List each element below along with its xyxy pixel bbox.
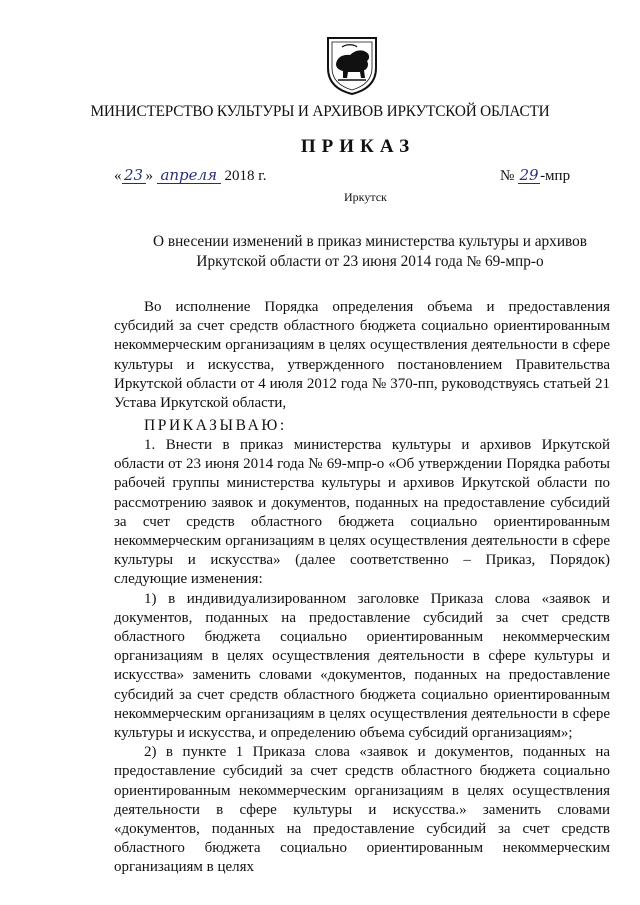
order-subject: О внесении изменений в приказ министерства культуры и архивов Иркутской области от 23 июня 2014 года № 69-мпр-о	[153, 233, 587, 270]
preamble-paragraph: Во исполнение Порядка определения объема и предоставления субсидий за счет средств областного бюджета социально ориентированным некоммерческим организациям в целях осуществления деятельности в сфере культуры и искусства, утвержденного постановлением Правительства Иркутской области от 4 июля 2012 года № 370-пп, руководствуясь статьей 21 Устава Иркутской области,	[114, 299, 610, 412]
order-number	[500, 168, 570, 185]
city: Иркутск	[344, 190, 387, 204]
number-suffix: -мпр	[540, 168, 571, 184]
coat-of-arms-icon	[324, 34, 380, 96]
number-sign: №	[500, 168, 515, 184]
order-directive: ПРИКАЗЫВАЮ:	[144, 417, 287, 434]
date-close-quote: »	[145, 168, 153, 184]
item-paragraph-3: 2) в пункте 1 Приказа слова «заявок и документов, поданных на предоставление субсидий за счет средств областного бюджета социально ориентированным некоммерческим организациям в целях осуществления деятельности в сфере культуры и искусства.» заменить словами «документов, поданных на предоставление субсидий за счет средств областного бюджета социально ориентированным некоммерческим организациям в целях	[114, 744, 610, 876]
order-date	[114, 168, 266, 185]
item-paragraph-1: 1. Внести в приказ министерства культуры и архивов Иркутской области от 23 июня 2014 года № 69-мпр-о «Об утверждении Порядка работы рабочей группы министерства культуры и архивов Иркутской области по рассмотрению заявок и документов, поданных на предоставление субсидий за счет средств областного бюджета социально ориентированным некоммерческим организациям в целях осуществления деятельности в сфере культуры и искусства» (далее соответственно – Приказ, Порядок) следующие изменения:	[114, 437, 610, 588]
date-month: апреля	[157, 168, 221, 184]
date-year: 2018 г.	[224, 168, 267, 184]
order-items	[114, 436, 610, 878]
number-value: 29	[519, 166, 539, 184]
document-title: ПРИКАЗ	[300, 136, 416, 157]
ministry-name: МИНИСТЕРСТВО КУЛЬТУРЫ И АРХИВОВ ИРКУТСКОЙ ОБЛАСТИ	[90, 103, 550, 120]
item-paragraph-2: 1) в индивидуализированном заголовке Приказа слова «заявок и документов, поданных на предоставление субсидий за счет средств областного бюджета социально ориентированным некоммерческим организациям в целях осуществления деятельности в сфере культуры и искусства» заменить словами «документов, поданных на предоставление субсидий за счет средств областного бюджета социально ориентированным некоммерческим организациям в целях осуществления деятельности в сфере культуры и искусства, и определению объема субсидий организациям»;	[114, 590, 610, 742]
date-open-quote: «	[114, 168, 122, 184]
date-day: 23	[122, 168, 146, 184]
